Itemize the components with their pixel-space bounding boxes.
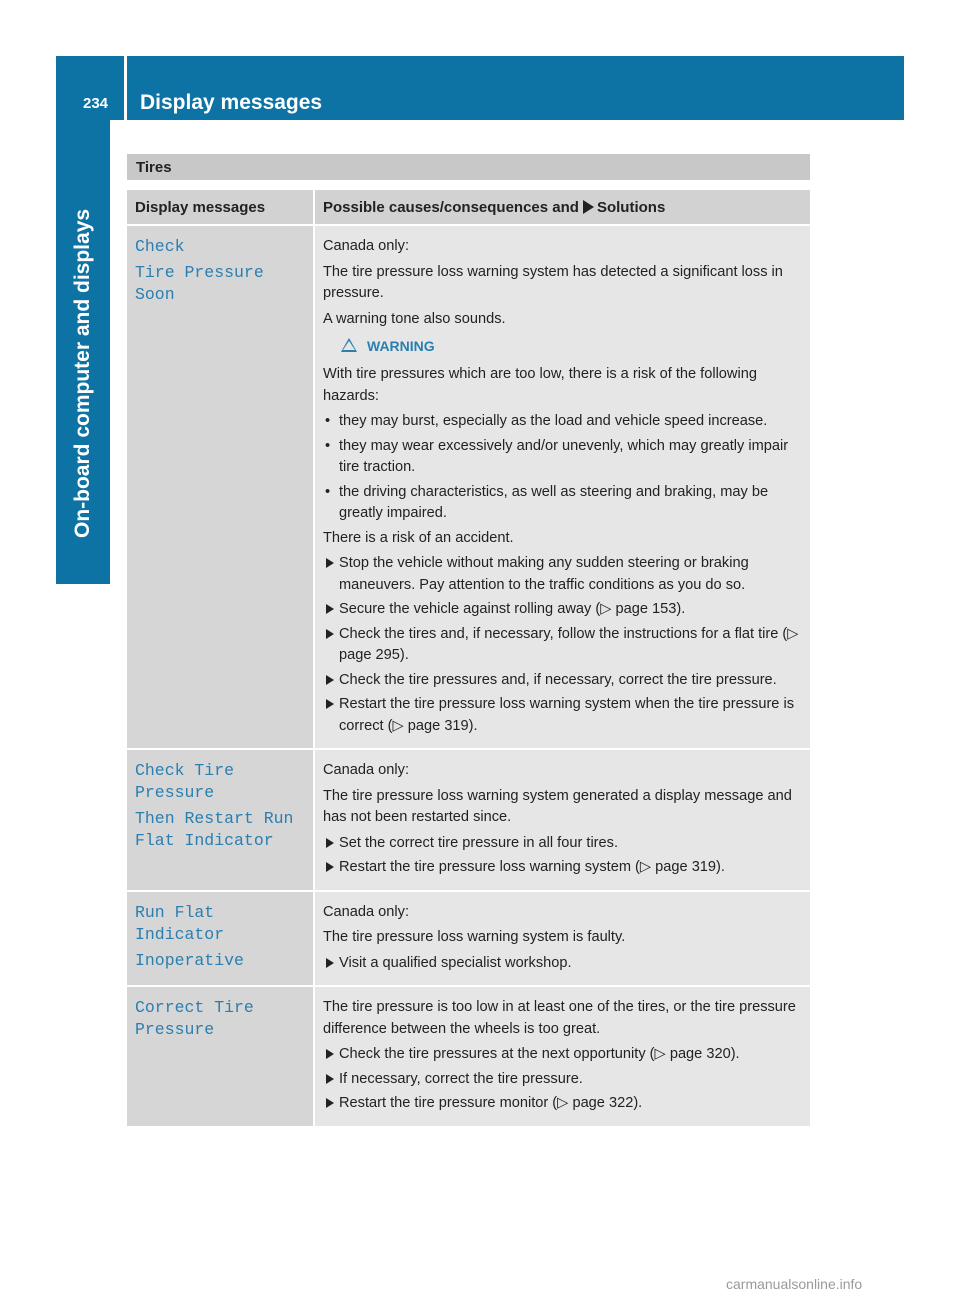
- warning-text: With tire pressures which are too low, there is a risk of the following hazards:: [323, 366, 757, 404]
- watermark-text[interactable]: carmanualsonline.info: [726, 1276, 863, 1292]
- hazard-bullet: • they may wear excessively and/or unevenly, which may greatly impair tire traction.: [323, 436, 804, 479]
- action-step: Check the tire pressures at the next opportunity (▷ page 320).: [323, 1044, 804, 1066]
- table-row: [127, 226, 810, 748]
- message-cell: [127, 892, 313, 986]
- action-step: If necessary, correct the tire pressure.: [323, 1069, 804, 1091]
- section-title: Tires: [127, 154, 810, 180]
- display-message-line: Run Flat Indicator: [135, 902, 225, 944]
- table-row: [127, 892, 810, 986]
- message-cell: [127, 987, 313, 1126]
- action-step: Visit a qualified specialist workshop.: [323, 953, 804, 975]
- warning-triangle-icon: [341, 338, 357, 352]
- col-header-causes-solutions: [315, 190, 810, 224]
- action-step: Restart the tire pressure monitor (▷ page 322).: [323, 1093, 804, 1115]
- display-message-line: Then Restart Run Flat Indicator: [135, 809, 294, 850]
- canada-only-note: Canada only:: [323, 238, 410, 254]
- action-step: Set the correct tire pressure in all four tires.: [323, 833, 804, 855]
- action-step: Restart the tire pressure loss warning system when the tire pressure is correct (▷ page 319).: [323, 694, 804, 737]
- solutions-arrow-icon: [583, 200, 594, 214]
- accident-risk-text: There is a risk of an accident.: [323, 529, 514, 546]
- col-header-solutions-label: Solutions: [596, 199, 666, 216]
- table-row: [127, 987, 810, 1126]
- page-title: Display messages: [140, 91, 323, 114]
- side-tab-label: On-board computer and displays: [71, 208, 94, 538]
- display-message-line: Correct Tire Pressure: [135, 998, 254, 1039]
- action-step: Check the tire pressures and, if necessary, correct the tire pressure.: [323, 670, 804, 692]
- cause-text: The tire pressure is too low in at least one of the tires, or the tire pressure difference between the wheels is too great.: [323, 999, 796, 1037]
- solution-cell: [315, 892, 810, 986]
- table-row: [127, 750, 810, 890]
- action-step: Stop the vehicle without making any sudden steering or braking maneuvers. Pay attention to the traffic conditions as you do so.: [323, 553, 804, 596]
- display-message-line: Check: [135, 237, 185, 256]
- cause-text: The tire pressure loss warning system generated a display message and has not been restarted since.: [323, 787, 792, 825]
- canada-only-note: Canada only:: [323, 903, 410, 920]
- col-header-causes-label: Possible causes/consequences and: [323, 199, 579, 216]
- header-divider: [124, 56, 127, 120]
- warning-heading: [341, 336, 804, 356]
- message-cell: [127, 750, 313, 890]
- warning-label: WARNING: [367, 338, 435, 354]
- display-message-line: Tire Pressure Soon: [135, 263, 264, 304]
- solution-cell: [315, 226, 810, 748]
- canada-only-note: Canada only:: [323, 762, 410, 778]
- hazard-bullet: • the driving characteristics, as well as steering and braking, may be greatly impaired.: [323, 482, 804, 525]
- display-message-line: Check Tire Pressure: [135, 761, 235, 802]
- cause-text: The tire pressure loss warning system is faulty.: [323, 929, 626, 945]
- page-number: 234: [83, 95, 109, 112]
- action-step: Secure the vehicle against rolling away (▷ page 153).: [323, 599, 804, 621]
- solution-cell: [315, 750, 810, 890]
- action-step: Check the tires and, if necessary, follow the instructions for a flat tire (▷ page 295).: [323, 624, 804, 667]
- col-header-display-messages: Display messages: [127, 190, 313, 224]
- display-messages-table: [127, 190, 810, 1128]
- cause-text: The tire pressure loss warning system has detected a significant loss in pressure.: [323, 263, 783, 301]
- action-step: Restart the tire pressure loss warning system (▷ page 319).: [323, 857, 804, 879]
- cause-text: A warning tone also sounds.: [323, 310, 506, 327]
- display-message-line: Inoperative: [135, 950, 244, 970]
- message-cell: [127, 226, 313, 748]
- hazard-bullet: • they may burst, especially as the load and vehicle speed increase.: [323, 411, 804, 433]
- solution-cell: [315, 987, 810, 1126]
- table-header: [127, 190, 810, 224]
